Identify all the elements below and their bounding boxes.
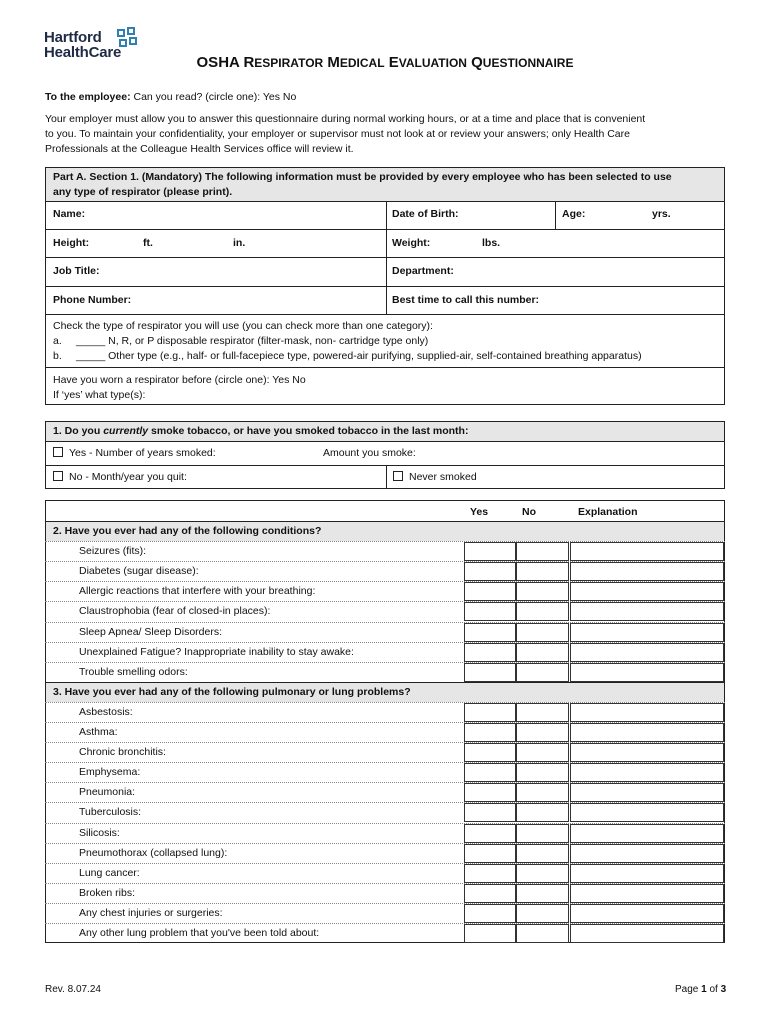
col-no-header: No	[522, 506, 536, 518]
explanation-box[interactable]	[570, 743, 724, 762]
yes-answer-box[interactable]	[464, 884, 516, 903]
explanation-box[interactable]	[570, 562, 724, 581]
yes-answer-box[interactable]	[464, 623, 516, 642]
condition-item: Pneumothorax (collapsed lung):	[79, 846, 228, 859]
feet-label: ft.	[143, 237, 153, 249]
read-question: To the employee: Can you read? (circle one): Yes No	[45, 91, 297, 103]
weight-label: Weight:	[392, 237, 431, 249]
condition-item: Sleep Apnea/ Sleep Disorders:	[79, 625, 223, 638]
logo-line-1: Hartford	[44, 29, 102, 46]
no-answer-box[interactable]	[516, 884, 569, 903]
yes-answer-box[interactable]	[464, 864, 516, 883]
no-answer-box[interactable]	[516, 542, 569, 561]
no-answer-box[interactable]	[516, 743, 569, 762]
condition-item: Pneumonia:	[79, 786, 136, 799]
condition-item: Broken ribs:	[79, 886, 136, 899]
logo-line-2: HealthCare	[44, 44, 122, 61]
condition-item: Lung cancer:	[79, 866, 140, 879]
yes-answer-box[interactable]	[464, 763, 516, 782]
job-title-label: Job Title:	[53, 265, 100, 277]
yes-answer-box[interactable]	[464, 723, 516, 742]
explanation-box[interactable]	[570, 723, 724, 742]
condition-item: Allergic reactions that interfere with your breathing:	[79, 585, 316, 598]
no-answer-box[interactable]	[516, 864, 569, 883]
col-yes-header: Yes	[470, 506, 489, 518]
explanation-box[interactable]	[570, 663, 724, 682]
worn-before-question: Have you worn a respirator before (circle one): Yes No	[53, 374, 306, 386]
explanation-box[interactable]	[570, 602, 724, 621]
yes-answer-box[interactable]	[464, 582, 516, 601]
condition-item: Asthma:	[79, 726, 118, 738]
explanation-box[interactable]	[570, 803, 724, 822]
phone-label: Phone Number:	[53, 294, 132, 306]
respirator-type-a[interactable]: _____ N, R, or P disposable respirator (filter-mask, non- cartridge type only)	[76, 335, 429, 347]
yes-answer-box[interactable]	[464, 824, 516, 843]
question-3: 3. Have you ever had any of the following pulmonary or lung problems?	[53, 685, 411, 698]
explanation-box[interactable]	[570, 884, 724, 903]
worn-type-question: If ‘yes’ what type(s):	[53, 389, 146, 401]
explanation-box[interactable]	[570, 763, 724, 782]
intro-paragraph: Your employer must allow you to answer this questionnaire during normal working hours, or at a time and place that is convenient to you. To maintain your confidentiality, your employer or supervisor must not look at or review your answers; only Health Care Professionals at the Colleague Health Services office will review it.	[45, 113, 646, 155]
explanation-box[interactable]	[570, 643, 724, 662]
no-answer-box[interactable]	[516, 763, 569, 782]
never-smoked-option[interactable]: Never smoked	[393, 470, 477, 484]
checkbox-icon[interactable]	[393, 471, 403, 481]
respirator-type-a-letter: a.	[53, 335, 62, 347]
smoke-yes-option[interactable]: Yes - Number of years smoked:	[53, 446, 216, 460]
yes-answer-box[interactable]	[464, 542, 516, 561]
condition-item: Any chest injuries or surgeries:	[79, 906, 223, 919]
yes-answer-box[interactable]	[464, 643, 516, 662]
condition-item: Silicosis:	[79, 826, 120, 839]
respirator-type-b-letter: b.	[53, 350, 62, 362]
yrs-label: yrs.	[652, 208, 671, 220]
explanation-box[interactable]	[570, 783, 724, 802]
explanation-box[interactable]	[570, 824, 724, 843]
question-2: 2. Have you ever had any of the following conditions?	[53, 525, 322, 537]
age-label: Age:	[562, 208, 586, 220]
condition-item: Emphysema:	[79, 766, 141, 779]
checkbox-icon[interactable]	[53, 447, 63, 457]
yes-answer-box[interactable]	[464, 783, 516, 802]
explanation-box[interactable]	[570, 844, 724, 863]
no-answer-box[interactable]	[516, 623, 569, 642]
yes-answer-box[interactable]	[464, 663, 516, 682]
respirator-type-prompt: Check the type of respirator you will use (you can check more than one category):	[53, 320, 433, 332]
smoking-question: 1. Do you currently smoke tobacco, or have you smoked tobacco in the last month:	[53, 425, 469, 437]
condition-item: Claustrophobia (fear of closed-in places):	[79, 605, 271, 618]
dob-label: Date of Birth:	[392, 208, 459, 220]
part-a-header-line-1: Part A. Section 1. (Mandatory) The following information must be provided by every employee who has been selected to use	[53, 171, 672, 183]
part-a-header-line-2: any type of respirator (please print).	[53, 186, 233, 198]
yes-answer-box[interactable]	[464, 703, 516, 722]
logo-mark-icon	[116, 27, 138, 51]
height-label: Height:	[53, 237, 90, 249]
respirator-type-b[interactable]: _____ Other type (e.g., half- or full-facepiece type, powered-air purifying, supplied-air, self-contained breathing apparatus)	[76, 350, 642, 362]
explanation-box[interactable]	[570, 623, 724, 642]
best-time-label: Best time to call this number:	[392, 294, 540, 306]
yes-answer-box[interactable]	[464, 602, 516, 621]
condition-item: Unexplained Fatigue? Inappropriate inability to stay awake:	[79, 645, 354, 658]
inches-label: in.	[233, 237, 246, 249]
no-answer-box[interactable]	[516, 924, 569, 943]
yes-answer-box[interactable]	[464, 904, 516, 923]
yes-answer-box[interactable]	[464, 562, 516, 581]
condition-item: Seizures (fits):	[79, 545, 147, 558]
checkbox-icon[interactable]	[53, 471, 63, 481]
lbs-label: lbs.	[482, 237, 501, 249]
smoke-no-option[interactable]: No - Month/year you quit:	[53, 470, 187, 484]
yes-answer-box[interactable]	[464, 803, 516, 822]
name-label: Name:	[53, 208, 86, 220]
page-title: OSHA RESPIRATOR MEDICAL EVALUATION QUESTIONNAIRE	[196, 54, 574, 71]
no-answer-box[interactable]	[516, 904, 569, 923]
no-answer-box[interactable]	[516, 602, 569, 621]
explanation-box[interactable]	[570, 703, 724, 722]
condition-item: Tuberculosis:	[79, 806, 142, 819]
no-answer-box[interactable]	[516, 844, 569, 863]
amount-smoked-label: Amount you smoke:	[323, 447, 416, 459]
no-answer-box[interactable]	[516, 562, 569, 581]
yes-answer-box[interactable]	[464, 924, 516, 943]
no-answer-box[interactable]	[516, 643, 569, 662]
no-answer-box[interactable]	[516, 663, 569, 682]
yes-answer-box[interactable]	[464, 844, 516, 863]
condition-item: Diabetes (sugar disease):	[79, 565, 199, 578]
yes-answer-box[interactable]	[464, 743, 516, 762]
no-answer-box[interactable]	[516, 824, 569, 843]
revision-label: Rev. 8.07.24	[45, 984, 101, 995]
explanation-box[interactable]	[570, 582, 724, 601]
col-explanation-header: Explanation	[578, 506, 638, 518]
condition-item: Any other lung problem that you've been told about:	[79, 927, 320, 939]
no-answer-box[interactable]	[516, 703, 569, 722]
condition-item: Trouble smelling odors:	[79, 665, 188, 678]
explanation-box[interactable]	[570, 864, 724, 883]
department-label: Department:	[392, 265, 454, 277]
condition-item: Asbestosis:	[79, 705, 133, 718]
page-number: Page 1 of 3	[675, 984, 727, 995]
no-answer-box[interactable]	[516, 582, 569, 601]
explanation-box[interactable]	[570, 904, 724, 923]
no-answer-box[interactable]	[516, 723, 569, 742]
no-answer-box[interactable]	[516, 783, 569, 802]
no-answer-box[interactable]	[516, 803, 569, 822]
explanation-box[interactable]	[570, 924, 724, 943]
explanation-box[interactable]	[570, 542, 724, 561]
condition-item: Chronic bronchitis:	[79, 746, 166, 759]
